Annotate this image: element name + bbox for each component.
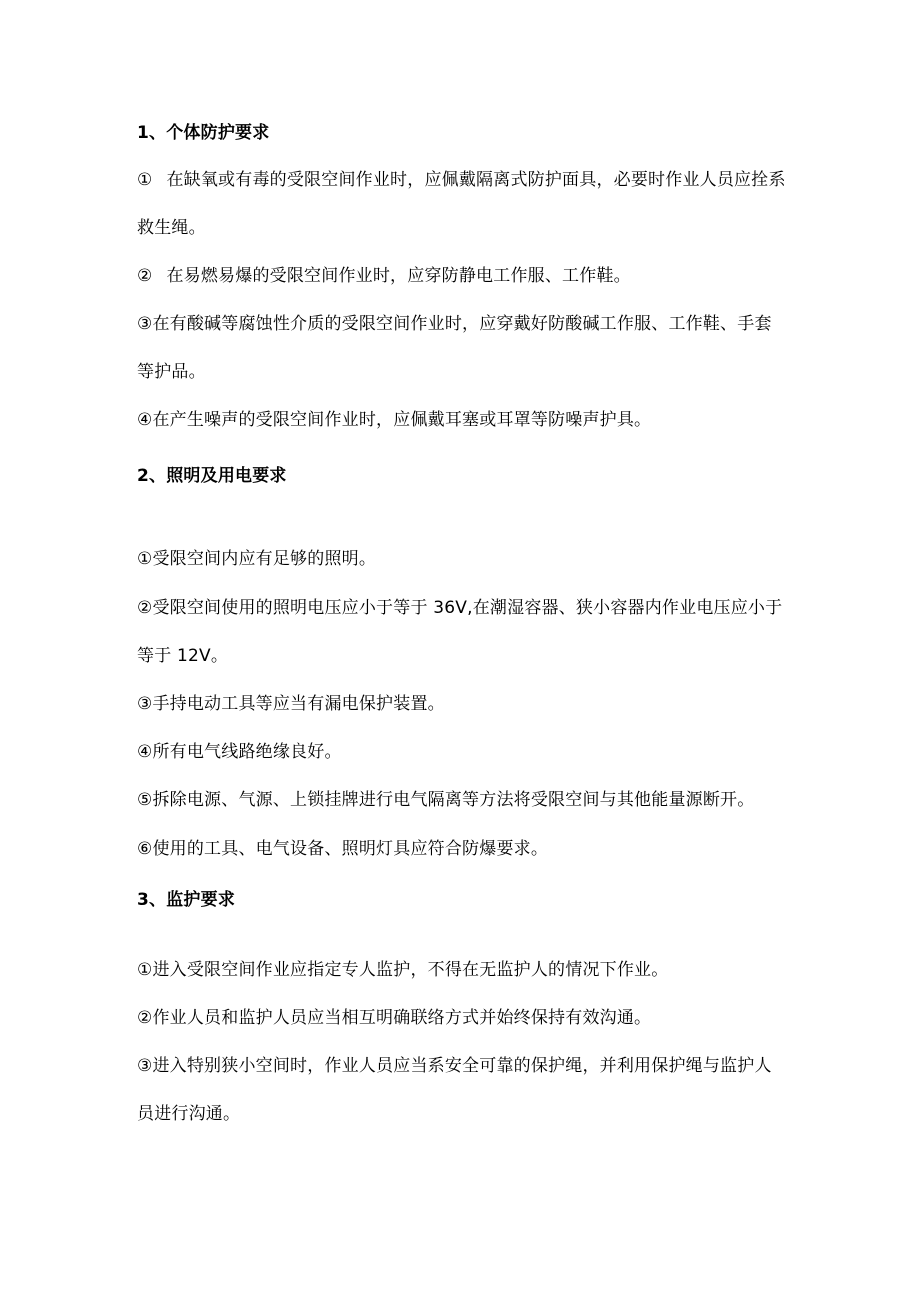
item-text: 在易燃易爆的受限空间作业时，应穿防静电工作服、工作鞋。 — [166, 266, 631, 286]
item-text: 在缺氧或有毒的受限空间作业时，应佩戴隔离式防护面具，必要时作业人员应拴系 — [166, 170, 786, 190]
item-text: 进入特别狭小空间时，作业人员应当系安全可靠的保护绳，并利用保护绳与监护人 — [152, 1056, 772, 1076]
item-marker: ② — [137, 598, 153, 618]
item-marker: ③ — [137, 314, 153, 334]
item-marker: ④ — [137, 742, 153, 762]
item-text: 使用的工具、电气设备、照明灯具应符合防爆要求。 — [152, 839, 549, 859]
list-item-continuation: 等于 12V。 — [137, 646, 229, 666]
list-item — [137, 265, 631, 287]
list-item — [137, 789, 754, 811]
list-item — [137, 693, 445, 715]
list-item — [137, 313, 772, 335]
item-marker: ③ — [137, 1056, 153, 1076]
list-item — [137, 169, 786, 191]
item-text: 进入受限空间作业应指定专人监护，不得在无监护人的情况下作业。 — [152, 960, 669, 980]
list-item-continuation: 救生绳。 — [137, 218, 206, 238]
item-marker: ② — [137, 266, 153, 286]
item-text: 受限空间内应有足够的照明。 — [152, 549, 377, 569]
list-item-continuation: 等护品。 — [137, 362, 206, 382]
item-text: 在产生噪声的受限空间作业时，应佩戴耳塞或耳罩等防噪声护具。 — [152, 410, 652, 430]
item-marker: ③ — [137, 694, 153, 714]
item-text: 受限空间使用的照明电压应小于等于 36V,在潮湿容器、狭小容器内作业电压应小于 — [152, 598, 783, 618]
item-marker: ① — [137, 170, 153, 190]
item-marker: ④ — [137, 410, 153, 430]
list-item — [137, 1055, 772, 1077]
item-marker: ① — [137, 549, 153, 569]
list-item — [137, 959, 668, 981]
list-item — [137, 597, 782, 619]
item-text: 作业人员和监护人员应当相互明确联络方式并始终保持有效沟通。 — [152, 1008, 652, 1028]
item-marker: ⑥ — [137, 839, 153, 859]
item-marker: ① — [137, 960, 153, 980]
item-marker: ⑤ — [137, 790, 153, 810]
item-text: 所有电气线路绝缘良好。 — [152, 742, 342, 762]
section-heading: 1、个体防护要求 — [137, 123, 270, 143]
list-item — [137, 548, 376, 570]
section-heading: 2、照明及用电要求 — [137, 466, 287, 486]
section-heading: 3、监护要求 — [137, 890, 236, 910]
item-text: 拆除电源、气源、上锁挂牌进行电气隔离等方法将受限空间与其他能量源断开。 — [152, 790, 755, 810]
list-item-continuation: 员进行沟通。 — [137, 1104, 241, 1124]
list-item — [137, 838, 548, 860]
item-text: 手持电动工具等应当有漏电保护装置。 — [152, 694, 445, 714]
item-marker: ② — [137, 1008, 153, 1028]
item-text: 在有酸碱等腐蚀性介质的受限空间作业时，应穿戴好防酸碱工作服、工作鞋、手套 — [152, 314, 772, 334]
list-item — [137, 409, 651, 431]
list-item — [137, 741, 342, 763]
list-item — [137, 1007, 651, 1029]
